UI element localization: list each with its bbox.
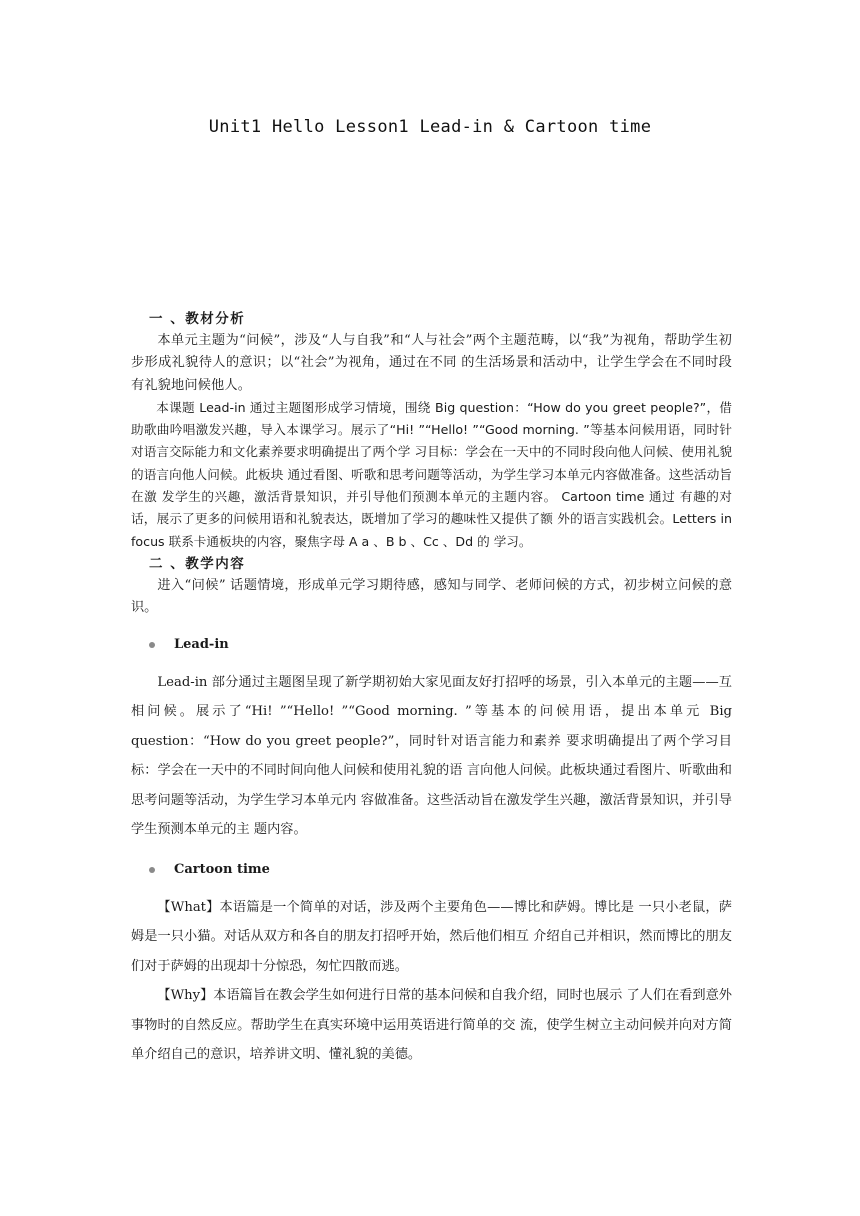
- paragraph-content-intro: 进入“问候” 话题情境，形成单元学习期待感，感知与同学、老师问候的方式，初步树立问候的意识。: [131, 577, 732, 616]
- paragraph-lesson-overview: 本课题 Lead-in 通过主题图形成学习情境，围绕 Big question：“How do you greet people?”，借助歌曲吟唱激发兴趣，导入本课学习。展示了“Hi! ”“Hello! ”“Good morning. ”等基本问候用语，同时针对语言交际能力和文化素养要求明确提出了两个学 习目标：学会在一天中的不同时段向他人问候、使用礼貌的语言向他人问候。此板块 通过看图、听歌和思考问题等活动，为学生学习本单元内容做准备。这些活动旨在激 发学生的兴趣，激活背景知识，并引导他们预测本单元的主题内容。 Cartoon time 通过 有趣的对话，展示了更多的问候用语和礼貌表达，既增加了学习的趣味性又提供了额 外的语言实践机会。Letters in focus 联系卡通板块的内容，聚焦字母 A a 、B b 、Cc 、Dd 的 学习。: [131, 399, 732, 549]
- section-heading-content: 二 、教学内容: [149, 555, 246, 572]
- bullet-cartoon-time: [149, 859, 732, 881]
- paragraph-theme: 本单元主题为“问候”，涉及“人与自我”和“人与社会”两个主题范畴，以“我”为视角，帮助学生初步形成礼貌待人的意识；以“社会”为视角，通过在不同 的生活场景和活动中，让学生学会在不同时段有礼貌地问候他人。: [131, 333, 732, 393]
- bullet-label-lead-in: Lead-in: [174, 637, 229, 653]
- paragraph-lead-in: Lead-in 部分通过主题图呈现了新学期初始大家见面友好打招呼的场景，引入本单元的主题——互相问候。展示了“Hi! ”“Hello! ”“Good morning. ”等基本的问候用语，提出本单元 Big question：“How do you greet people?”，同时针对语言能力和素养 要求明确提出了两个学习目标：学会在一天中的不同时间向他人问候和使用礼貌的语 言向他人问候。此板块通过看图片、听歌曲和思考问题等活动，为学生学习本单元内 容做准备。这些活动旨在激发学生兴趣，激活背景知识，并引导学生预测本单元的主 题内容。: [131, 674, 732, 838]
- bullet-lead-in: [149, 634, 732, 656]
- paragraph-why: 【Why】本语篇旨在教会学生如何进行日常的基本问候和自我介绍，同时也展示 了人们在看到意外事物时的自然反应。帮助学生在真实环境中运用英语进行简单的交 流，使学生树立主动问候并向对方简单介绍自己的意识，培养讲文明、懂礼貌的美德。: [131, 988, 732, 1063]
- bullet-label-cartoon-time: Cartoon time: [174, 862, 270, 878]
- document-title: Unit1 Hello Lesson1 Lead-in & Cartoon time: [208, 117, 652, 137]
- paragraph-what: 【What】本语篇是一个简单的对话，涉及两个主要角色——博比和萨姆。博比是 一只小老鼠，萨姆是一只小猫。对话从双方和各自的朋友打招呼开始，然后他们相互 介绍自己并相识，然而博比的朋友们对于萨姆的出现却十分惊恐，匆忙四散而逃。: [131, 899, 732, 974]
- document-body: [131, 308, 732, 1070]
- bullet-dot-icon: [149, 867, 155, 873]
- section-heading-analysis: 一 、教材分析: [149, 311, 246, 327]
- bullet-dot-icon: [149, 642, 155, 648]
